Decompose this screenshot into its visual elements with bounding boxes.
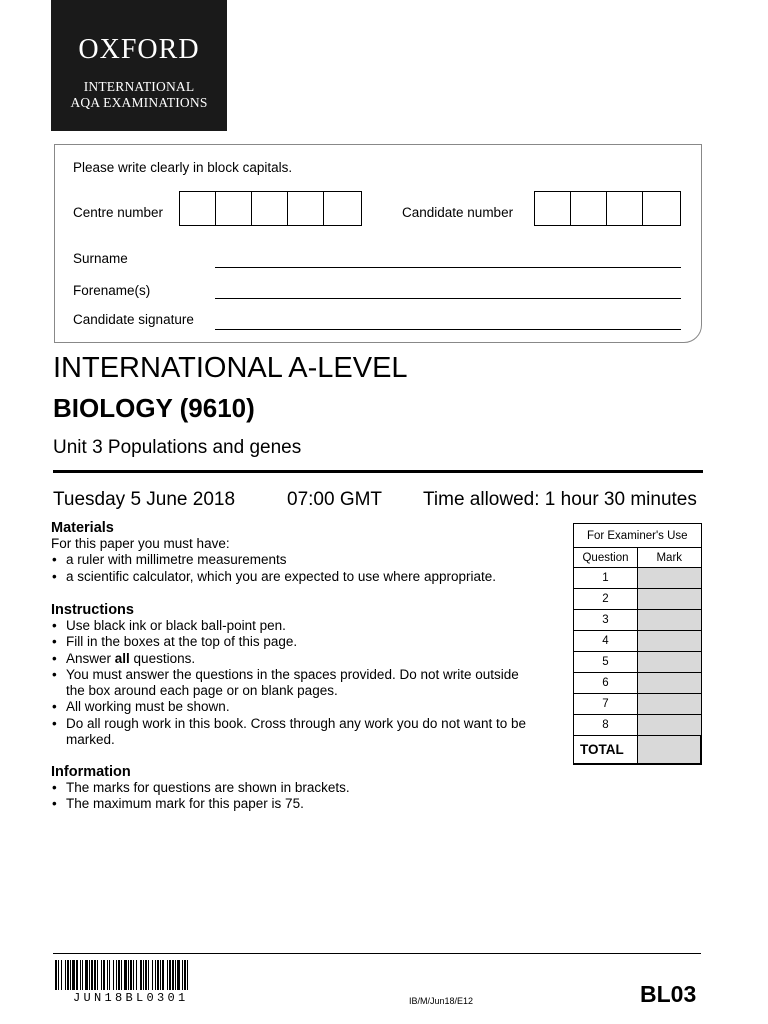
mark-cell bbox=[638, 610, 702, 631]
exam-date: Tuesday 5 June 2018 bbox=[53, 489, 236, 510]
list-item: • All working must be shown. bbox=[51, 699, 536, 715]
mark-cell bbox=[638, 631, 702, 652]
table-row bbox=[574, 631, 702, 652]
candidate-number-digit-box[interactable] bbox=[607, 192, 643, 225]
total-label: TOTAL bbox=[574, 736, 638, 765]
list-item: • Do all rough work in this book. Cross through any work you do not want to be marked. bbox=[51, 716, 536, 749]
table-row bbox=[574, 736, 702, 765]
forename-label: Forename(s) bbox=[73, 283, 151, 298]
mark-column-header: Mark bbox=[638, 548, 702, 568]
candidate-number-digit-box[interactable] bbox=[535, 192, 571, 225]
list-item: • Use black ink or black ball-point pen. bbox=[51, 618, 536, 634]
unit-title: Unit 3 Populations and genes bbox=[53, 437, 302, 458]
candidate-number-digit-box[interactable] bbox=[571, 192, 607, 225]
mark-cell bbox=[638, 694, 702, 715]
question-number: 3 bbox=[574, 610, 638, 631]
centre-number-digit-box[interactable] bbox=[252, 192, 288, 225]
table-row bbox=[574, 694, 702, 715]
materials-list bbox=[51, 552, 536, 585]
centre-number-digit-box[interactable] bbox=[180, 192, 216, 225]
question-number: 7 bbox=[574, 694, 638, 715]
logo-subtitle-line2: AQA EXAMINATIONS bbox=[70, 95, 208, 110]
candidate-number-label: Candidate number bbox=[402, 205, 514, 220]
qualification-level: INTERNATIONAL A-LEVEL bbox=[53, 352, 408, 384]
instructions-heading: Instructions bbox=[51, 602, 134, 618]
logo-subtitle-line1: INTERNATIONAL bbox=[83, 79, 195, 94]
list-item: • You must answer the questions in the spaces provided. Do not write outside the box around each page or on blank pages. bbox=[51, 667, 536, 700]
signature-field[interactable] bbox=[215, 329, 681, 330]
materials-intro: For this paper you must have: bbox=[51, 536, 230, 551]
candidate-number-digit-box[interactable] bbox=[643, 192, 679, 225]
list-item: • a scientific calculator, which you are expected to use where appropriate. bbox=[51, 569, 536, 585]
information-list bbox=[51, 780, 536, 813]
time-allowed: Time allowed: 1 hour 30 minutes bbox=[423, 489, 697, 510]
list-item: • The marks for questions are shown in brackets. bbox=[51, 780, 536, 796]
answer-text-post: questions. bbox=[129, 650, 196, 666]
question-number: 8 bbox=[574, 715, 638, 736]
mark-cell bbox=[638, 568, 702, 589]
materials-section bbox=[51, 520, 536, 585]
table-row bbox=[574, 673, 702, 694]
subject-title: BIOLOGY (9610) bbox=[53, 393, 255, 423]
table-row bbox=[574, 589, 702, 610]
surname-field[interactable] bbox=[215, 267, 681, 268]
list-item: • The maximum mark for this paper is 75. bbox=[51, 796, 536, 812]
barcode-image bbox=[55, 960, 282, 990]
information-heading: Information bbox=[51, 764, 131, 780]
footer-reference: IB/M/Jun18/E12 bbox=[409, 996, 474, 1006]
instructions-list bbox=[51, 618, 536, 748]
signature-label: Candidate signature bbox=[73, 312, 194, 327]
forename-field[interactable] bbox=[215, 298, 681, 299]
question-number: 5 bbox=[574, 652, 638, 673]
list-item: • a ruler with millimetre measurements bbox=[51, 552, 536, 568]
answer-text-emphasis: all bbox=[114, 650, 130, 666]
barcode-text: JUN18BL0301 bbox=[73, 991, 189, 1005]
list-item: • Fill in the boxes at the top of this page. bbox=[51, 634, 536, 650]
information-section bbox=[51, 764, 536, 813]
surname-label: Surname bbox=[73, 251, 128, 266]
oxford-aqa-logo bbox=[51, 0, 227, 131]
centre-number-digit-box[interactable] bbox=[324, 192, 360, 225]
mark-cell bbox=[638, 652, 702, 673]
list-item bbox=[51, 651, 536, 667]
footer-divider bbox=[53, 953, 701, 954]
centre-number-digit-box[interactable] bbox=[288, 192, 324, 225]
examiner-use-table bbox=[573, 523, 702, 765]
table-row bbox=[574, 652, 702, 673]
table-row bbox=[574, 610, 702, 631]
question-number: 6 bbox=[574, 673, 638, 694]
answer-text-pre: Answer bbox=[66, 650, 115, 666]
exam-time: 07:00 GMT bbox=[287, 489, 383, 510]
title-divider bbox=[53, 470, 703, 473]
question-column-header: Question bbox=[574, 548, 638, 568]
materials-heading: Materials bbox=[51, 520, 114, 536]
question-number: 4 bbox=[574, 631, 638, 652]
block-capitals-instruction: Please write clearly in block capitals. bbox=[73, 160, 293, 175]
mark-cell bbox=[638, 715, 702, 736]
question-number: 1 bbox=[574, 568, 638, 589]
mark-cell bbox=[638, 673, 702, 694]
table-row bbox=[574, 715, 702, 736]
total-mark-cell bbox=[638, 736, 702, 765]
logo-title: OXFORD bbox=[78, 34, 200, 65]
instructions-section bbox=[51, 602, 536, 748]
centre-number-label: Centre number bbox=[73, 205, 164, 220]
examiner-table-title: For Examiner's Use bbox=[574, 524, 702, 548]
question-number: 2 bbox=[574, 589, 638, 610]
candidate-number-field[interactable] bbox=[534, 191, 681, 226]
centre-number-field[interactable] bbox=[179, 191, 362, 226]
table-row bbox=[574, 568, 702, 589]
centre-number-digit-box[interactable] bbox=[216, 192, 252, 225]
paper-code: BL03 bbox=[640, 981, 697, 1007]
mark-cell bbox=[638, 589, 702, 610]
